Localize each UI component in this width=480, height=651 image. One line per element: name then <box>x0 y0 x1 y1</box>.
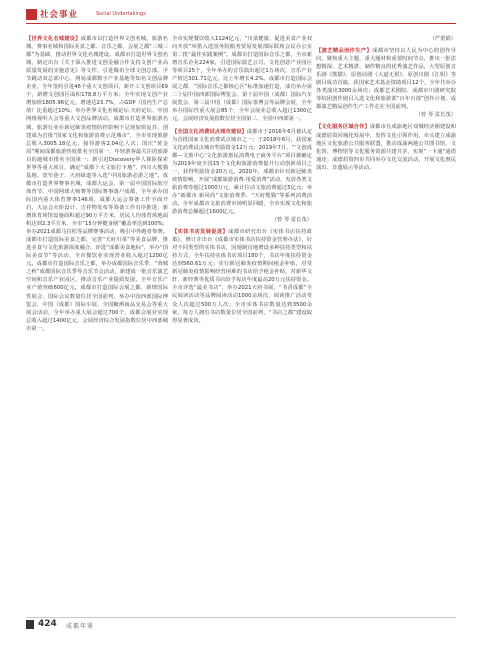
article-body: 成都市在成渝地区双城经济圈建设和成德眉资同城化发展中，发挥文化引领作用，牵头建立成渝地区文化旅游公共服务联盟，推动成渝两地公共图书馆、文化馆、博物馆等文化服务资源共建共享，实现“一卡通”通借通还；成德眉资四市共同举办文化交流活动，开展文化惠民演出、非遗展示等活动。 <box>316 124 456 171</box>
article-tag: 【文化服务区域合作】 <box>316 124 370 131</box>
article-author: （曾 琴 雷长茂） <box>271 217 312 224</box>
page-number: 424 <box>38 619 57 629</box>
article-regional-cooperation <box>316 123 456 171</box>
article-performing-arts <box>316 47 456 111</box>
section-english: Social Undertakings <box>96 11 146 17</box>
article-body: 成都市坚持以人民为中心的创作导向，聚焦重大主题、重大题材和重要时间节点，推出一批思想精深、艺术精湛、制作精良的优秀演艺作品，大型原创音乐剧《熊猫》、原创话剧《大道无垠》、原创川剧《江姐》等剧目成功首演，获国家艺术基金资助项目12个，全年共举办各类演出3000余场次；成都艺术剧院、成都市川剧研究院等院团创作剧目入选文化和旅游部“百年百部”创作计划，成都演艺精品创作生产工作走在全国前列。 <box>316 48 456 111</box>
footer-marker <box>26 620 34 629</box>
article-body: 成都市研究出台《实体书店扶持政策》，修订并出台《成都市实体书店扶持资金管理办法》，针对不同类型的实体书店，因地制宜地增设多种扶持类型和扶持方式，全年扶持实体书店项目180个，书店年度扶持资金达到560.61万元；实行新冠肺炎疫情期间租金补贴，对受新冠肺炎疫情影响经营困难的书店给予租金补贴，对新华文轩、新经典等优质书店给予每店年度最高20万元扶持资金。全市评选“最美书店”，举办2021天府书展、“书香成都”全民阅读活动等品牌阅读活动1000余场次，阅读推广活动受众人次超过500万人次；全市实体书店数量达到3500余家，每万人拥有书店数量位居全国前列，“书店之都”建设取得显著成效。 <box>172 229 312 324</box>
publication-name: 成都年鉴 <box>66 623 95 630</box>
column-middle <box>172 35 312 325</box>
section-title: 社会事业 <box>40 10 79 20</box>
article-body: 成都市以打造世界文创名城、旅游名城、赛事名城和国际美食之都、音乐之都、会展之都“三城三都”为基础，推动世界文化名城建设。成都市打造世界文创名城，制定出台《关于深入推进文创金融合作支持文创产业高质量发展的实施意见》等文件，引进腾讯全球文创总部、字节跳动双总部中心、网易成都数字产业基地等知名文创品牌企业，全年签约引进46个重大文创项目，新开工文创项目69个，新增文创园区面积178.8万平方米；全年实现文创产业增加值1805.96亿元，增速达23.7%，占GDP（国内生产总值）比重超过10%；举办世界文化名城论坛·天府论坛、中国网络视听大会等重大文创品牌活动。成都市打造世界旅游名城，旅游行业在新冠肺炎疫情防控影响下呈现加快复苏，创建成为首批“国家文化和旅游消费示范城市”，全市实现旅游总收入3005.18亿元，接待游客2.04亿人次；国庆“黄金周”期间成都旅游热度排名全国第一，年轻游客最关注的旅游目的地城市排名全国第一；新引进Discovery华人探险探索世界等重大项目，确定“成都十大文旅打卡地”，四川大熊猫基地、宽窄巷子、天府绿道等入选“中国旅游必游之地”。成都市打造世界赛事名城，成都大运会、第一届中国国际航空体育节、中国网球大师赛等国际赛事落户成都，全年承办国际国内重大体育赛事146项，成都大运会筹备工作全面开启，大运会火炬设计、吉祥物发布等筹备工作有序推进；新增体育场馆设施面积超过90万平方米，居民人均体育场地面积达到2.3平方米，全市“15分钟健身圈”覆盖率达到100%；举办2021成都马拉松等品牌赛事活动，吸引中外跑者参赛。成都市打造国际美食之都，完善“天府川菜”等美食品牌，推进美食与文化旅游深度融合，评选“成都美食地标”，举办“国际美食节”等活动，全市餐饮业实现营业收入超过1200亿元。成都市打造国际音乐之都，举办成都国际音乐季、“蓉城之秋”成都国际音乐季等音乐节会活动，新建成一批音乐演艺空间和音乐产业园区，推动音乐产业提质发展，全年音乐产业产值突破600亿元。成都市打造国际会展之都，新增国际性展会、国际会议数量位居全国前列，举办中国西部国际博览会、中国（成都）国际车展、全国糖酒商品交易会等重大展会活动，全年举办重大展会超过700个，成都会展业实现总收入超过1400亿元，会展经济综合发展指数位居中西部城市第一。 <box>26 36 168 332</box>
article-culture-consumption <box>172 128 312 217</box>
page-header <box>26 7 456 24</box>
article-author: （严蕾娟） <box>429 36 456 42</box>
article-tag: 【实体书店发展促进】 <box>172 229 229 236</box>
page-footer <box>26 617 456 632</box>
column-right <box>316 35 456 172</box>
article-world-culture-city <box>26 35 168 333</box>
article-body: 成都市于2016年6月被认定为首批国家文化消费试点城市之一；于2018年6月，获国家文化消费试点城市奖励资金12万元；2019年7月，“‘文创成都—文旅中心’文化旅游惠民消费电子商务平台”项目被确定为2019年度全国15个文化和旅游消费提升行动创新项目之一，获得奖励资金20万元。2020年，成都市针对新冠肺炎疫情影响，开展“成都旅游消费·用爱消费”活动，发放各类文旅消费券超过1000万元，累计拉动文旅消费超过5亿元；举办“新都市·新风尚”文旅消费季、“天府熊猫”等系列消费活动。全年成都市文旅消费市场明显回暖，全市实现文化和旅游消费总额超过1600亿元。 <box>172 128 312 215</box>
article-body: 全市实现餐饮收入1124亿元，“川菜健康、促进美食产业双向开放”举措入选国务院服务贸易发展部际联席会议办公室第二批“最佳实践案例”。成都市打造国际音乐之都，全市新增音乐企业224家，引进国际演艺公司、文化创意产业园区等项目25个，全年举办的音乐演出超过1万场次，音乐产业产值达301.71亿元，比上年增长4.2%。成都市打造国际会展之都，“国际音乐之都核心区”标准加速打造，成功举办第二十届中国西部国际博览会、第十届中国（成都）国际汽车展览会、第三届中国（成都）国际茶博会等品牌会展，全年举办国际性重大展会85个，全年会展业总收入超过1300亿元，会展经济发展指数位居全国第三、全国中西部第一。 <box>172 36 312 123</box>
section-marker <box>26 9 37 20</box>
article-bookstore <box>172 228 312 325</box>
column-left <box>26 35 168 333</box>
article-author: （曾 琴 雷长茂） <box>415 112 456 119</box>
article-tag: 【全国文化消费试点城市建设】 <box>172 128 247 135</box>
article-tag: 【世界文化名城建设】 <box>26 36 81 42</box>
article-continuation <box>172 35 312 124</box>
article-tag: 【演艺精品创作生产】 <box>316 48 373 55</box>
